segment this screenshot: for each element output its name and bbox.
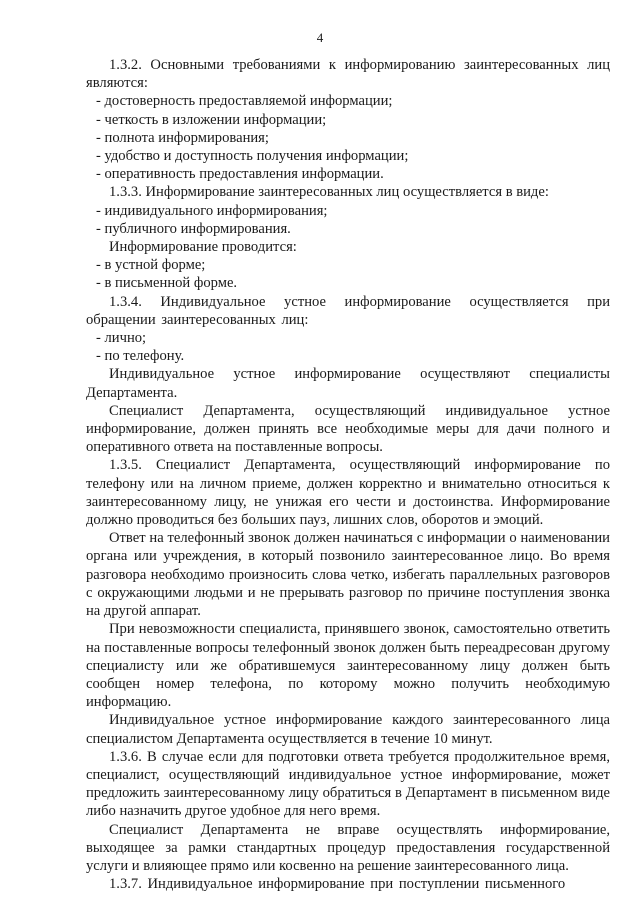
paragraph-1-3-3: 1.3.3. Информирование заинтересованных лиц осуществляется в виде: xyxy=(109,184,549,201)
list-item: - оперативность предоставления информации. xyxy=(96,166,384,183)
paragraph-1-3-4: 1.3.4. Индивидуальное устное информирование осуществляется при обращении заинтересованных лиц: xyxy=(86,293,610,328)
paragraph: Специалист Департамента, осуществляющий индивидуальное устное информирование, должен принять все необходимые меры для дачи полного и оперативного ответа на поставленные вопросы. xyxy=(86,402,610,456)
paragraph: Индивидуальное устное информирование осуществляют специалисты Департамента. xyxy=(86,366,610,401)
paragraph-1-3-2: 1.3.2. Основными требованиями к информированию заинтересованных лиц являются: xyxy=(86,57,610,92)
paragraph-1-3-6: 1.3.6. В случае если для подготовки ответа требуется продолжительное время, специалист, осуществляющий индивидуальное устное информирование, может предложить заинтересованному лицу обратиться в Департамент в письменном виде либо назначить другое удобное для него время. xyxy=(86,748,610,820)
page-number: 4 xyxy=(316,30,324,45)
document-body xyxy=(86,56,610,893)
list-item: - по телефону. xyxy=(96,348,185,365)
paragraph: Специалист Департамента не вправе осуществлять информирование, выходящее за рамки стандартных процедур предоставления государственной услуги и влияющее прямо или косвенно на решение заинтересованного лица. xyxy=(86,821,610,874)
list-item: - индивидуального информирования; xyxy=(96,202,328,219)
paragraph-1-3-7: 1.3.7. Индивидуальное информирование при поступлении письменного xyxy=(109,876,566,893)
paragraph-1-3-5: 1.3.5. Специалист Департамента, осуществляющий информирование по телефону или на личном приеме, должен корректно и внимательно относиться к заинтересованному лицу, не унижая его чести и достоинства. Информирование должно проводиться без больших пауз, лишних слов, оборотов и эмоций. xyxy=(86,457,610,529)
list-item: - в письменной форме. xyxy=(96,275,238,292)
list-item: - публичного информирования. xyxy=(96,220,291,237)
list-item: - лично; xyxy=(96,330,147,347)
list-item: - полнота информирования; xyxy=(96,129,269,146)
paragraph: Ответ на телефонный звонок должен начинаться с информации о наименовании органа или учреждения, в который позвонило заинтересованное лицо. Во время разговора необходимо произносить слова четко, избегать параллельных разговоров с окружающими людьми и не прерывать разговор по причине поступления звонка на другой аппарат. xyxy=(86,530,610,620)
paragraph: При невозможности специалиста, принявшего звонок, самостоятельно ответить на поставленные вопросы телефонный звонок должен быть переадресован другому специалисту или же обратившемуся заинтересованному лицу должен быть сообщен номер телефона, по которому можно получить необходимую информацию. xyxy=(86,621,610,711)
paragraph: Индивидуальное устное информирование каждого заинтересованного лица специалистом Департамента осуществляется в течение 10 минут. xyxy=(86,712,610,747)
list-item: - четкость в изложении информации; xyxy=(96,111,327,128)
list-item: - достоверность предоставляемой информации; xyxy=(96,93,393,110)
paragraph: Информирование проводится: xyxy=(109,239,297,256)
list-item: - удобство и доступность получения информации; xyxy=(96,148,409,165)
list-item: - в устной форме; xyxy=(96,257,206,274)
